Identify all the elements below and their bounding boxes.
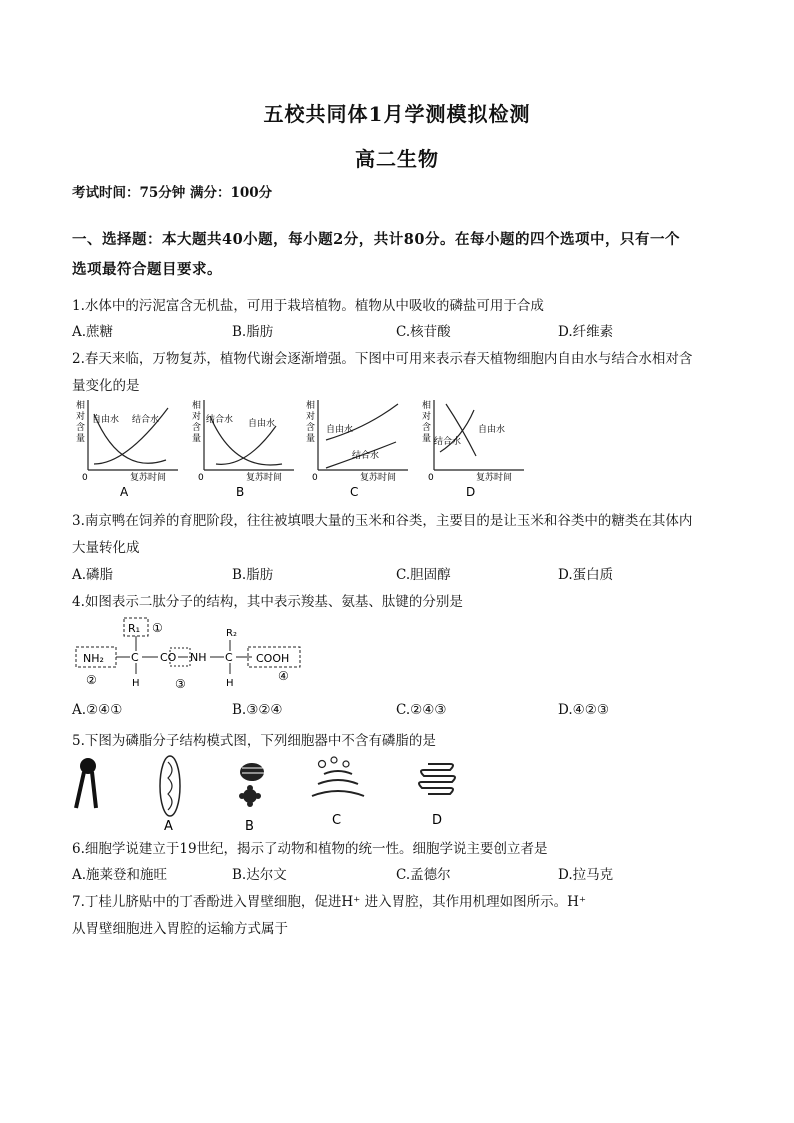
y-axis-label-char: 量: [192, 434, 202, 444]
x-axis-label: 复苏时间: [246, 473, 283, 483]
question-3-option-c[interactable]: C.胆固醇: [396, 567, 451, 583]
mitochondrion: [160, 756, 180, 834]
y-axis-label-char: 相: [76, 401, 86, 411]
origin-label: 0: [312, 473, 318, 483]
y-axis-label-char: 量: [422, 434, 432, 444]
panel-label: B: [236, 485, 245, 499]
question-6-option-d[interactable]: D.拉马克: [558, 867, 614, 883]
panel-label: A: [120, 485, 129, 499]
question-6-stem: 6.细胞学说建立于19世纪，揭示了动物和植物的统一性。细胞学说主要创立者是: [72, 841, 548, 857]
question-2-stem-line-2: 量变化的是: [72, 378, 140, 394]
question-6-option-c[interactable]: C.孟德尔: [396, 867, 451, 883]
question-4-stem: 4.如图表示二肽分子的结构，其中表示羧基、氨基、肽键的分别是: [72, 594, 463, 610]
exam-info: 考试时间：75分钟 满分：100分: [72, 185, 273, 201]
y-axis-label-char: 相: [422, 401, 432, 411]
question-1-option-a[interactable]: A.蔗糖: [72, 324, 114, 340]
phospholipid-model: [76, 758, 96, 808]
free-water-curve: [216, 426, 276, 464]
label-c: C: [332, 813, 342, 828]
question-1-option-d[interactable]: D.纤维素: [558, 324, 614, 340]
free-water-label: 自由水: [92, 415, 120, 425]
organelle-figure: [72, 752, 472, 832]
free-water-label: 自由水: [326, 425, 354, 435]
graph-panel-a: [76, 399, 178, 499]
y-axis-label-char: 对: [306, 412, 316, 422]
panel-label: C: [350, 485, 359, 499]
origin-label: 0: [198, 473, 204, 483]
cooh-label: COOH: [256, 652, 290, 665]
y-axis-label-char: 对: [76, 412, 86, 422]
origin-label: 0: [82, 473, 88, 483]
bound-water-label: 结合水: [206, 415, 234, 425]
bound-water-label: 结合水: [132, 415, 160, 425]
origin-label: 0: [428, 473, 434, 483]
question-2-stem-line-1: 2.春天来临，万物复苏，植物代谢会逐渐增强。下图中可用来表示春天植物细胞内自由水与结合水相对含: [72, 351, 693, 367]
mark-2: ②: [86, 673, 97, 687]
graph-panel-b: [192, 399, 294, 499]
mark-3: ③: [175, 677, 186, 691]
label-b: B: [245, 819, 254, 834]
question-4-option-a[interactable]: A.②④①: [72, 702, 123, 718]
question-3-option-b[interactable]: B.脂肪: [232, 567, 274, 583]
free-water-curve: [446, 404, 476, 456]
x-axis-label: 复苏时间: [360, 473, 397, 483]
question-7-stem-line-2: 从胃壁细胞进入胃腔的运输方式属于: [72, 921, 288, 937]
free-water-label: 自由水: [478, 425, 506, 435]
question-1-option-b[interactable]: B.脂肪: [232, 324, 274, 340]
y-axis-label-char: 对: [192, 412, 202, 422]
y-axis-label-char: 相: [306, 401, 316, 411]
hydrogen-2: H: [226, 678, 234, 689]
x-axis-label: 复苏时间: [476, 473, 513, 483]
panel-label: D: [466, 485, 476, 499]
section-heading-line-2: 选项最符合题目要求。: [72, 261, 222, 278]
question-3-stem-line-1: 3.南京鸭在饲养的育肥阶段，往往被填喂大量的玉米和谷类，主要目的是让玉米和谷类中的糖类在其体内: [72, 513, 693, 529]
question-7-stem-line-1: 7.丁桂儿脐贴中的丁香酚进入胃壁细胞，促进H⁺ 进入胃腔，其作用机理如图所示。H⁺: [72, 894, 586, 910]
y-axis-label-char: 对: [422, 412, 432, 422]
x-axis-label: 复苏时间: [130, 473, 167, 483]
graph-panel-d: [422, 399, 524, 499]
golgi-apparatus: [312, 757, 364, 828]
y-axis-label-char: 含: [76, 423, 86, 433]
y-axis-label-char: 含: [306, 423, 316, 433]
y-axis-label-char: 量: [76, 434, 86, 444]
co-label: CO: [160, 651, 177, 664]
mark-4: ④: [278, 669, 289, 683]
nh-label: NH: [190, 651, 207, 664]
question-1-stem: 1.水体中的污泥富含无机盐，可用于栽培植物。植物从中吸收的磷盐可用于合成: [72, 298, 544, 314]
question-6-option-a[interactable]: A.施莱登和施旺: [72, 867, 168, 883]
section-heading-line-1: 一、选择题：本大题共40小题，每小题2分，共计80分。在每小题的四个选项中，只有一个: [72, 231, 680, 248]
carbon-2: C: [225, 651, 233, 664]
question-5-stem: 5.下图为磷脂分子结构模式图，下列细胞器中不含有磷脂的是: [72, 733, 436, 749]
mark-1: ①: [152, 621, 163, 635]
y-axis-label-char: 相: [192, 401, 202, 411]
label-d: D: [432, 813, 443, 828]
question-3-option-d[interactable]: D.蛋白质: [558, 567, 614, 583]
free-water-label: 自由水: [248, 419, 276, 429]
y-axis-label-char: 含: [192, 423, 202, 433]
dipeptide-structure-figure: [72, 614, 312, 696]
question-6-option-b[interactable]: B.达尔文: [232, 867, 287, 883]
label-a: A: [164, 819, 173, 834]
exam-subtitle: 高二生物: [355, 147, 439, 171]
carbon-1: C: [131, 651, 139, 664]
hydrogen-1: H: [132, 678, 140, 689]
graph-panel-c: [306, 399, 408, 499]
question-4-option-c[interactable]: C.②④③: [396, 702, 447, 718]
question-4-option-d[interactable]: D.④②③: [558, 702, 609, 718]
exam-title: 五校共同体1月学测模拟检测: [263, 102, 531, 126]
question-1-option-c[interactable]: C.核苷酸: [396, 324, 451, 340]
endoplasmic-reticulum: [419, 764, 455, 828]
r2-label: R₂: [226, 628, 237, 639]
nh2-label: NH₂: [83, 652, 104, 665]
question-3-stem-line-2: 大量转化成: [72, 540, 140, 556]
ribosome: [239, 763, 264, 834]
question-4-option-b[interactable]: B.③②④: [232, 702, 283, 718]
y-axis-label-char: 量: [306, 434, 316, 444]
bound-water-label: 结合水: [434, 437, 462, 447]
water-content-graphs: [70, 398, 513, 500]
r1-label: R₁: [128, 622, 141, 635]
y-axis-label-char: 含: [422, 423, 432, 433]
question-3-option-a[interactable]: A.磷脂: [72, 567, 114, 583]
bound-water-label: 结合水: [352, 451, 380, 461]
